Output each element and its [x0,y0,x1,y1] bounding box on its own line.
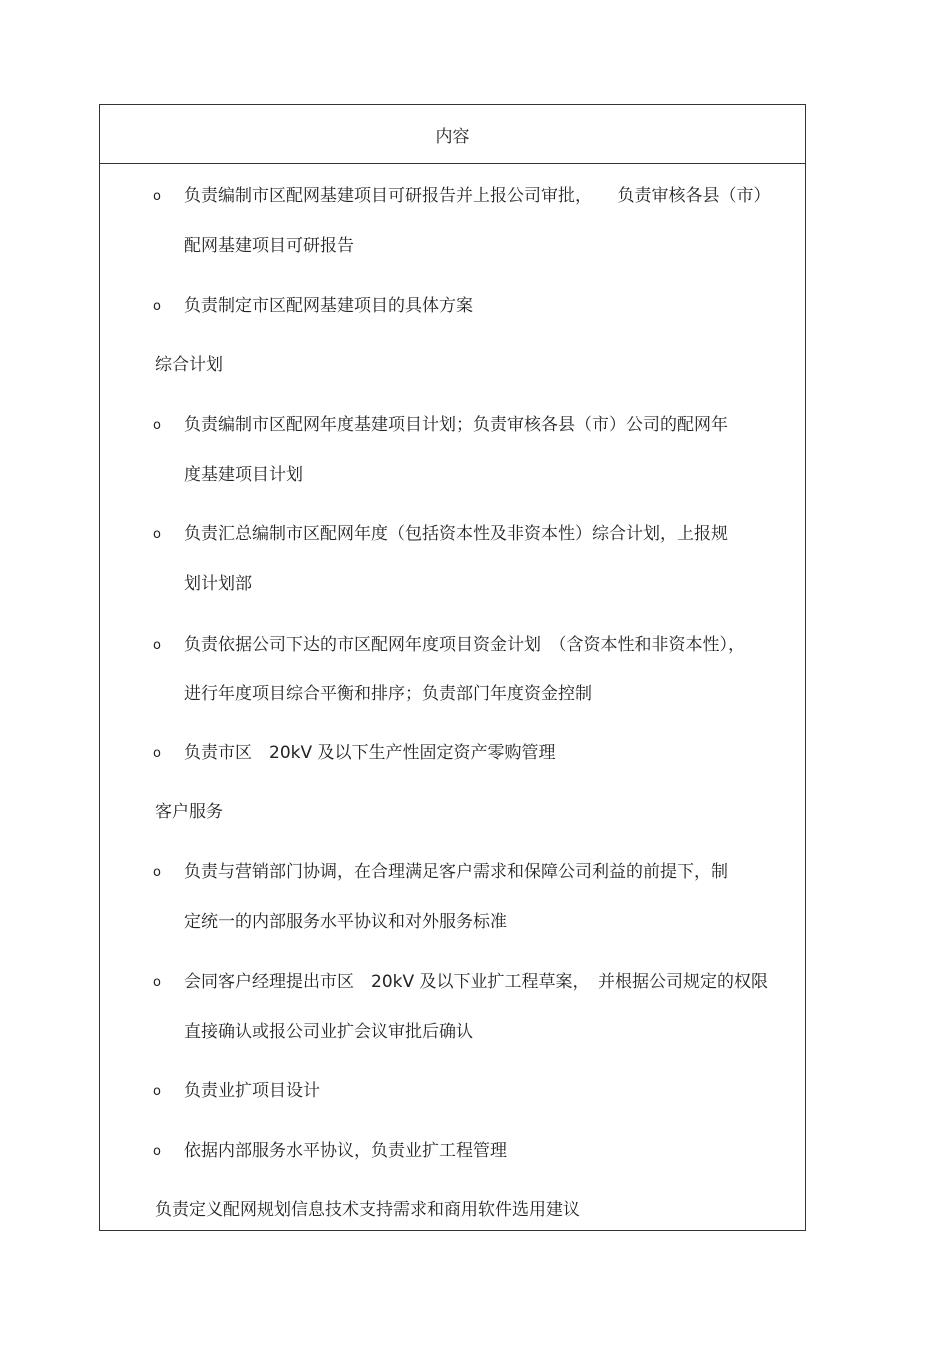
list-item-text: 负责业扩项目设计 [184,1081,320,1101]
list-item-text: 负责编制市区配网年度基建项目计划；负责审核各县（市）公司的配网年 [184,415,728,435]
list-item-text-cont: 直接确认或报公司业扩会议审批后确认 [184,1022,473,1042]
list-item-text-cont: 配网基建项目可研报告 [184,236,354,256]
bullet-icon: o [153,638,161,653]
table-header-content: 内容 [100,105,805,164]
list-item-text: 负责编制市区配网基建项目可研报告并上报公司审批， 负责审核各县（市） [184,186,771,206]
section-heading-plan: 综合计划 [155,355,223,375]
list-item-text: 负责依据公司下达的市区配网年度项目资金计划 （含资本性和非资本性）， [184,635,745,655]
list-item-text: 负责与营销部门协调，在合理满足客户需求和保障公司利益的前提下，制 [184,862,728,882]
list-item-text: 负责汇总编制市区配网年度（包括资本性及非资本性）综合计划，上报规 [184,524,728,544]
bullet-icon: o [153,189,161,204]
bullet-icon: o [153,1144,161,1159]
bullet-icon: o [153,865,161,880]
list-item-text-cont: 进行年度项目综合平衡和排序；负责部门年度资金控制 [184,684,592,704]
bullet-icon: o [153,746,161,761]
responsibility-table [99,104,806,1231]
list-item-text: 会同客户经理提出市区 20kV 及以下业扩工程草案， 并根据公司规定的权限 [184,972,769,992]
section-heading-it: 负责定义配网规划信息技术支持需求和商用软件选用建议 [155,1200,580,1220]
bullet-icon: o [153,418,161,433]
bullet-icon: o [153,527,161,542]
list-item-text: 负责市区 20kV 及以下生产性固定资产零购管理 [184,743,556,763]
list-item-text-cont: 划计划部 [184,574,252,594]
list-item-text: 依据内部服务水平协议，负责业扩工程管理 [184,1141,507,1161]
bullet-icon: o [153,1084,161,1099]
bullet-icon: o [153,299,161,314]
list-item-text-cont: 定统一的内部服务水平协议和对外服务标准 [184,912,507,932]
list-item-text-cont: 度基建项目计划 [184,465,303,485]
bullet-icon: o [153,975,161,990]
section-heading-service: 客户服务 [155,802,223,822]
list-item-text: 负责制定市区配网基建项目的具体方案 [184,296,473,316]
